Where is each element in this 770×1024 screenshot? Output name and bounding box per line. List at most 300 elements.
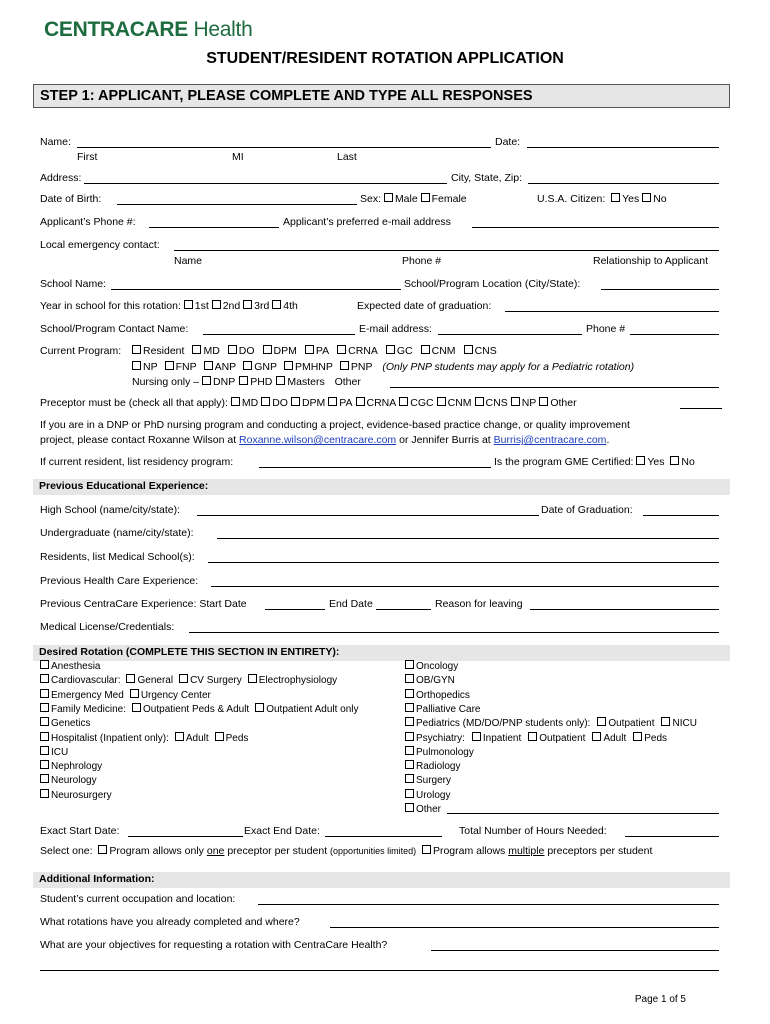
end-date-label: Exact End Date: bbox=[244, 825, 320, 837]
contact-phone-field[interactable] bbox=[630, 323, 719, 335]
current-program-label: Current Program: bbox=[40, 345, 122, 357]
psychiatry-checkbox[interactable] bbox=[592, 732, 601, 741]
preceptor-checkbox[interactable] bbox=[231, 397, 240, 406]
rotation-label: Emergency Med bbox=[51, 689, 124, 701]
year3-checkbox[interactable] bbox=[243, 300, 252, 309]
program-checkbox[interactable] bbox=[263, 345, 272, 354]
program-label: FNP bbox=[175, 361, 197, 373]
dob-label: Date of Birth: bbox=[40, 193, 102, 205]
one-preceptor-checkbox[interactable] bbox=[98, 845, 107, 854]
program-option[interactable] bbox=[284, 361, 333, 373]
centracare-logo bbox=[44, 18, 252, 42]
preceptor-label: CNS bbox=[485, 397, 508, 409]
program-checkbox[interactable] bbox=[228, 345, 237, 354]
year4-label: 4th bbox=[283, 300, 298, 312]
contact-field[interactable] bbox=[203, 323, 355, 335]
hospitalist-checkbox[interactable] bbox=[215, 732, 224, 741]
preceptor-label: Preceptor must be (check all that apply): bbox=[40, 397, 228, 409]
program-label: NP bbox=[143, 361, 158, 373]
school-name-field[interactable] bbox=[111, 278, 401, 290]
em-name-label: Name bbox=[174, 255, 203, 267]
preceptor-checkbox[interactable] bbox=[437, 397, 446, 406]
program-option[interactable] bbox=[386, 345, 413, 357]
high-school-field[interactable] bbox=[197, 504, 539, 516]
pediatrics-checkbox[interactable] bbox=[597, 717, 606, 726]
cardio-option bbox=[248, 675, 337, 686]
preceptor-checkbox[interactable] bbox=[291, 397, 300, 406]
rotation-checkbox[interactable] bbox=[405, 660, 414, 669]
program-option[interactable] bbox=[243, 361, 277, 373]
rotation-label: Nephrology bbox=[51, 761, 103, 773]
preceptor-checkbox[interactable] bbox=[511, 397, 520, 406]
rotation-checkbox[interactable] bbox=[40, 746, 49, 755]
pnp-note: (Only PNP students may apply for a Pediatric rotation) bbox=[382, 361, 635, 373]
program-row1 bbox=[132, 345, 505, 357]
rotation-checkbox[interactable] bbox=[405, 803, 414, 812]
phone-label: Applicant’s Phone #: bbox=[40, 216, 136, 228]
rotation-label: Hospitalist (Inpatient only): bbox=[51, 732, 169, 744]
pediatrics-checkbox[interactable] bbox=[661, 717, 670, 726]
em-rel-label: Relationship to Applicant bbox=[593, 255, 708, 267]
rotation-item-right bbox=[405, 660, 458, 672]
preceptor-label: PA bbox=[339, 397, 353, 409]
program-option[interactable] bbox=[192, 345, 219, 357]
program-label: PA bbox=[315, 345, 330, 357]
rotation-item-left bbox=[40, 689, 211, 701]
contact-email-field[interactable] bbox=[438, 323, 582, 335]
nursing-program-checkbox[interactable] bbox=[239, 376, 248, 385]
residency-label: If current resident, list residency program: bbox=[40, 456, 234, 468]
rotation-label: Anesthesia bbox=[51, 661, 101, 672]
preceptor-checkbox[interactable] bbox=[475, 397, 484, 406]
year2-checkbox[interactable] bbox=[212, 300, 221, 309]
nursing-program-option[interactable] bbox=[239, 376, 272, 388]
rotation-item-left bbox=[40, 789, 112, 801]
rotation-header: Desired Rotation (COMPLETE THIS SECTION IN ENTIRETY): bbox=[33, 645, 730, 661]
cc-end-field[interactable] bbox=[376, 598, 431, 610]
male-checkbox[interactable] bbox=[384, 193, 393, 202]
sex-label bbox=[360, 193, 467, 205]
rotation-label: Pulmonology bbox=[416, 746, 474, 758]
year-group bbox=[40, 300, 298, 312]
psychiatry-label: Outpatient bbox=[539, 732, 586, 744]
rotation-item-left bbox=[40, 774, 97, 786]
program-option[interactable] bbox=[340, 361, 373, 373]
contact-email-label: E-mail address: bbox=[359, 323, 432, 335]
gme-label: Is the program GME Certified: bbox=[494, 456, 634, 468]
year1-checkbox[interactable] bbox=[184, 300, 193, 309]
nursing-program-label: PHD bbox=[250, 376, 273, 388]
rotation-item-left bbox=[40, 746, 68, 758]
program-option[interactable] bbox=[263, 345, 297, 357]
gme-no-label: No bbox=[681, 456, 695, 468]
emergency-field[interactable] bbox=[174, 239, 719, 251]
preceptor-row bbox=[40, 397, 580, 409]
residency-field[interactable] bbox=[259, 456, 491, 468]
psychiatry-checkbox[interactable] bbox=[472, 732, 481, 741]
rotation-item-left bbox=[40, 660, 100, 672]
completed-field[interactable] bbox=[330, 916, 719, 928]
psychiatry-option bbox=[633, 733, 667, 744]
objectives-label: What are your objectives for requesting a rotation with CentraCare Health? bbox=[40, 939, 388, 951]
phone-field[interactable] bbox=[149, 216, 279, 228]
hospitalist-label: Adult bbox=[185, 732, 209, 744]
rotation-label: Other bbox=[416, 804, 442, 815]
health-exp-field[interactable] bbox=[211, 575, 719, 587]
rotation-label: Radiology bbox=[416, 761, 461, 773]
cc-start-field[interactable] bbox=[265, 598, 325, 610]
program-checkbox[interactable] bbox=[337, 345, 346, 354]
date-label: Date: bbox=[495, 136, 521, 148]
rotation-checkbox[interactable] bbox=[405, 732, 414, 741]
health-exp-label: Previous Health Care Experience: bbox=[40, 575, 199, 587]
dnp-text2a: project, please contact Roxanne Wilson at bbox=[40, 434, 237, 446]
program-option[interactable] bbox=[228, 345, 255, 357]
rotation-label: Neurology bbox=[51, 775, 97, 787]
citizen-yes-checkbox[interactable] bbox=[611, 193, 620, 202]
rotation-checkbox[interactable] bbox=[405, 689, 414, 698]
program-row3 bbox=[132, 376, 361, 388]
rotation-checkbox[interactable] bbox=[40, 732, 49, 741]
psychiatry-label: Peds bbox=[644, 732, 668, 744]
grad-date-label: Date of Graduation: bbox=[541, 504, 633, 516]
program-row2 bbox=[132, 361, 634, 373]
preceptor-checkbox[interactable] bbox=[356, 397, 365, 406]
preceptor-option[interactable] bbox=[356, 397, 397, 409]
program-checkbox[interactable] bbox=[165, 361, 174, 370]
step1-header: STEP 1: APPLICANT, PLEASE COMPLETE AND TYPE ALL RESPONSES bbox=[33, 84, 730, 108]
preceptor-label: MD bbox=[241, 397, 259, 409]
program-label: GC bbox=[396, 345, 413, 357]
med-school-field[interactable] bbox=[208, 551, 719, 563]
preceptor-label: NP bbox=[521, 397, 537, 409]
program-label: GNP bbox=[254, 361, 277, 373]
program-option[interactable] bbox=[204, 361, 237, 373]
rotation-checkbox[interactable] bbox=[405, 703, 414, 712]
preceptor-option[interactable] bbox=[291, 397, 325, 409]
select-one-label: Select one: bbox=[40, 845, 93, 857]
rotation-checkbox[interactable] bbox=[405, 674, 414, 683]
page-title: STUDENT/RESIDENT ROTATION APPLICATION bbox=[206, 50, 564, 67]
rotation-item-right bbox=[405, 789, 450, 801]
city-state-zip-label: City, State, Zip: bbox=[451, 172, 522, 184]
rotation-item-right bbox=[405, 746, 474, 758]
grad-date-field[interactable] bbox=[643, 504, 719, 516]
preceptor-option[interactable] bbox=[231, 397, 258, 409]
rotation-label: Cardiovascular: bbox=[51, 675, 121, 687]
program-option[interactable] bbox=[337, 345, 378, 357]
occupation-label: Student’s current occupation and location: bbox=[40, 893, 236, 905]
dnp-text2b: or Jennifer Burris at bbox=[399, 434, 491, 446]
emergency-label: Local emergency contact: bbox=[40, 239, 160, 251]
objectives-field[interactable] bbox=[431, 939, 719, 951]
preceptor-checkbox[interactable] bbox=[261, 397, 270, 406]
program-label: CNM bbox=[431, 345, 456, 357]
contact-phone-label: Phone # bbox=[586, 323, 626, 335]
year1-label: 1st bbox=[194, 300, 209, 312]
rotation-checkbox[interactable] bbox=[40, 717, 49, 726]
one-a: Program allows only bbox=[109, 845, 204, 857]
female-label: Female bbox=[431, 193, 467, 205]
preceptor-option[interactable] bbox=[539, 397, 576, 409]
license-field[interactable] bbox=[189, 621, 719, 633]
med-school-label: Residents, list Medical School(s): bbox=[40, 551, 195, 563]
rotation-checkbox[interactable] bbox=[40, 760, 49, 769]
first-label: First bbox=[77, 151, 98, 163]
rotation-label: ICU bbox=[51, 746, 69, 758]
year-label: Year in school for this rotation: bbox=[40, 300, 181, 312]
rotation-item-left bbox=[40, 717, 90, 729]
program-checkbox[interactable] bbox=[421, 345, 430, 354]
cardio-checkbox[interactable] bbox=[126, 674, 135, 683]
rotation-checkbox[interactable] bbox=[40, 703, 49, 712]
rotation-checkbox[interactable] bbox=[405, 746, 414, 755]
email-field[interactable] bbox=[472, 216, 719, 228]
pediatrics-option bbox=[597, 718, 654, 729]
rotation-checkbox[interactable] bbox=[405, 774, 414, 783]
rotation-item-right bbox=[405, 803, 441, 815]
email-label: Applicant’s preferred e-mail address bbox=[283, 216, 451, 228]
psychiatry-label: Inpatient bbox=[482, 732, 522, 744]
male-label: Male bbox=[394, 193, 418, 205]
one-b: preceptor per student bbox=[227, 845, 328, 857]
preceptor-label: DPM bbox=[301, 397, 326, 409]
family-checkbox[interactable] bbox=[132, 703, 141, 712]
dnp-text-line2: project, please contact Roxanne Wilson at Roxanne.wilson@centracare.com or Jennifer Burris at Burrisj@centracare.com. bbox=[40, 434, 610, 446]
program-option[interactable] bbox=[464, 345, 497, 357]
logo-text-brand: CENTRACARE bbox=[44, 18, 189, 41]
cardio-label: CV Surgery bbox=[190, 675, 242, 687]
multi-preceptor-checkbox[interactable] bbox=[422, 845, 431, 854]
program-option[interactable] bbox=[421, 345, 456, 357]
dnp-text-line1: If you are in a DNP or PhD nursing program and conducting a project, evidence-based practice change, or quality improvement bbox=[40, 419, 630, 431]
preceptor-option[interactable] bbox=[475, 397, 508, 409]
rotation-item-left bbox=[40, 732, 248, 744]
logo-text-health: Health bbox=[188, 18, 253, 41]
program-label: PNP bbox=[350, 361, 373, 373]
high-school-label: High School (name/city/state): bbox=[40, 504, 181, 516]
cardio-option bbox=[179, 675, 242, 686]
license-label: Medical License/Credentials: bbox=[40, 621, 175, 633]
program-label: ANP bbox=[214, 361, 237, 373]
program-checkbox[interactable] bbox=[192, 345, 201, 354]
rotation-other-field[interactable] bbox=[447, 802, 719, 814]
rotation-checkbox[interactable] bbox=[405, 717, 414, 726]
rotation-checkbox[interactable] bbox=[40, 674, 49, 683]
one-u: one bbox=[206, 845, 225, 857]
reason-field[interactable] bbox=[530, 598, 719, 610]
rotation-label: Neurosurgery bbox=[51, 789, 112, 801]
cc-end-label: End Date bbox=[329, 598, 373, 610]
nursing-program-option[interactable] bbox=[202, 376, 235, 388]
citizen-no-checkbox[interactable] bbox=[642, 193, 651, 202]
psychiatry-checkbox[interactable] bbox=[633, 732, 642, 741]
rotation-label: Palliative Care bbox=[416, 703, 481, 715]
family-label: Outpatient Peds & Adult bbox=[143, 703, 250, 715]
rotation-item-right bbox=[405, 760, 460, 772]
rotation-label: Oncology bbox=[416, 661, 459, 672]
cardio-label: Electrophysiology bbox=[258, 675, 338, 687]
undergrad-label: Undergraduate (name/city/state): bbox=[40, 527, 194, 539]
psychiatry-option bbox=[472, 733, 521, 744]
cardio-label: General bbox=[137, 675, 174, 687]
nursing-program-checkbox[interactable] bbox=[276, 376, 285, 385]
reason-label: Reason for leaving bbox=[435, 598, 523, 610]
program-checkbox[interactable] bbox=[340, 361, 349, 370]
preceptor-label: CRNA bbox=[366, 397, 397, 409]
program-checkbox[interactable] bbox=[464, 345, 473, 354]
program-checkbox[interactable] bbox=[132, 345, 141, 354]
psychiatry-checkbox[interactable] bbox=[528, 732, 537, 741]
em-phone-label: Phone # bbox=[402, 255, 442, 267]
program-label: CRNA bbox=[348, 345, 378, 357]
contact-label: School/Program Contact Name: bbox=[40, 323, 189, 335]
end-date-field[interactable] bbox=[325, 825, 442, 837]
additional-header: Additional Information: bbox=[33, 872, 730, 888]
address-field[interactable] bbox=[84, 172, 447, 184]
program-option[interactable] bbox=[132, 361, 158, 373]
grad-field[interactable] bbox=[505, 300, 719, 312]
start-date-label: Exact Start Date: bbox=[40, 825, 120, 837]
urgency-option bbox=[130, 690, 211, 701]
hospitalist-option bbox=[175, 733, 209, 744]
program-checkbox[interactable] bbox=[132, 361, 141, 370]
gme-group bbox=[494, 456, 695, 468]
school-name-label: School Name: bbox=[40, 278, 106, 290]
school-loc-field[interactable] bbox=[601, 278, 719, 290]
rotation-label: Surgery bbox=[416, 775, 452, 787]
program-option[interactable] bbox=[165, 361, 197, 373]
family-label: Outpatient Adult only bbox=[266, 703, 359, 715]
preceptor-label: DO bbox=[272, 397, 288, 409]
program-checkbox[interactable] bbox=[204, 361, 213, 370]
psychiatry-option bbox=[592, 733, 626, 744]
cardio-checkbox[interactable] bbox=[248, 674, 257, 683]
last-label: Last bbox=[337, 151, 357, 163]
multi-u: multiple bbox=[508, 845, 545, 857]
hospitalist-option bbox=[215, 733, 249, 744]
start-date-field[interactable] bbox=[128, 825, 243, 837]
rotation-item-right bbox=[405, 732, 667, 744]
rotation-checkbox[interactable] bbox=[405, 760, 414, 769]
preceptor-option[interactable] bbox=[328, 397, 352, 409]
urgency-label: Urgency Center bbox=[140, 689, 211, 701]
gme-yes-label: Yes bbox=[647, 456, 665, 468]
preceptor-checkbox[interactable] bbox=[539, 397, 548, 406]
one-note: (opportunities limited) bbox=[330, 846, 417, 856]
rotation-item-right bbox=[405, 717, 697, 729]
rotation-checkbox[interactable] bbox=[40, 789, 49, 798]
dob-field[interactable] bbox=[117, 193, 357, 205]
program-checkbox[interactable] bbox=[305, 345, 314, 354]
nursing-program-option[interactable] bbox=[276, 376, 324, 388]
hospitalist-checkbox[interactable] bbox=[175, 732, 184, 741]
rotation-checkbox[interactable] bbox=[405, 789, 414, 798]
mi-label: MI bbox=[232, 151, 244, 163]
hospitalist-label: Peds bbox=[225, 732, 249, 744]
gme-yes-checkbox[interactable] bbox=[636, 456, 645, 465]
hours-field[interactable] bbox=[625, 825, 719, 837]
preceptor-option[interactable] bbox=[399, 397, 433, 409]
female-checkbox[interactable] bbox=[421, 193, 430, 202]
objectives-field-line2[interactable] bbox=[40, 959, 719, 971]
program-label: CNS bbox=[474, 345, 497, 357]
program-checkbox[interactable] bbox=[284, 361, 293, 370]
preceptor-option[interactable] bbox=[261, 397, 288, 409]
rotation-checkbox[interactable] bbox=[40, 689, 49, 698]
preceptor-other-field[interactable] bbox=[680, 397, 722, 409]
rotation-label: Family Medicine: bbox=[51, 703, 127, 715]
nursing-program-checkbox[interactable] bbox=[202, 376, 211, 385]
family-option bbox=[255, 704, 358, 715]
grad-label: Expected date of graduation: bbox=[357, 300, 492, 312]
preceptor-label: Other bbox=[550, 397, 577, 409]
citizen-label: U.S.A. Citizen: bbox=[537, 193, 606, 205]
cardio-checkbox[interactable] bbox=[179, 674, 188, 683]
citizen-group bbox=[537, 193, 667, 205]
rotation-checkbox[interactable] bbox=[40, 660, 49, 669]
year4-checkbox[interactable] bbox=[272, 300, 281, 309]
year2-label: 2nd bbox=[222, 300, 241, 312]
program-label: DO bbox=[238, 345, 255, 357]
nursing-program-label: Masters bbox=[287, 376, 325, 388]
year3-label: 3rd bbox=[254, 300, 270, 312]
hours-label: Total Number of Hours Needed: bbox=[459, 825, 607, 837]
urgency-checkbox[interactable] bbox=[130, 689, 139, 698]
psychiatry-label: Adult bbox=[603, 732, 627, 744]
rotation-checkbox[interactable] bbox=[40, 774, 49, 783]
preceptor-checkbox[interactable] bbox=[328, 397, 337, 406]
rotation-item-right bbox=[405, 774, 451, 786]
school-loc-label: School/Program Location (City/State): bbox=[404, 278, 581, 290]
multi-b: preceptors per student bbox=[547, 845, 653, 857]
preceptor-option[interactable] bbox=[511, 397, 537, 409]
page-number: Page 1 of 5 bbox=[634, 994, 686, 1005]
program-option[interactable] bbox=[305, 345, 329, 357]
program-checkbox[interactable] bbox=[243, 361, 252, 370]
preceptor-label: CGC bbox=[410, 397, 434, 409]
preceptor-option[interactable] bbox=[437, 397, 472, 409]
rotation-item-right bbox=[405, 689, 470, 701]
family-option bbox=[132, 704, 249, 715]
cc-exp-label: Previous CentraCare Experience: Start Date bbox=[40, 598, 247, 610]
name-field[interactable] bbox=[77, 136, 491, 148]
cardio-option bbox=[126, 675, 173, 686]
gme-no-checkbox[interactable] bbox=[670, 456, 679, 465]
occupation-field[interactable] bbox=[258, 893, 719, 905]
preceptor-checkbox[interactable] bbox=[399, 397, 408, 406]
program-checkbox[interactable] bbox=[386, 345, 395, 354]
psychiatry-option bbox=[528, 733, 585, 744]
city-state-zip-field[interactable] bbox=[528, 172, 719, 184]
date-field[interactable] bbox=[527, 136, 719, 148]
rotation-item-right bbox=[405, 674, 455, 686]
sex-text: Sex: bbox=[360, 193, 382, 205]
pediatrics-option bbox=[661, 718, 696, 729]
program-other-label: Other bbox=[334, 376, 361, 388]
rotation-label: Orthopedics bbox=[416, 689, 470, 701]
citizen-no-label: No bbox=[653, 193, 667, 205]
rotation-item-left bbox=[40, 703, 359, 715]
undergrad-field[interactable] bbox=[217, 527, 719, 539]
program-other-field[interactable] bbox=[390, 376, 719, 388]
program-option[interactable] bbox=[132, 345, 184, 357]
roxanne-email-link[interactable]: Roxanne.wilson@centracare.com bbox=[239, 434, 397, 446]
program-label: DPM bbox=[273, 345, 297, 357]
family-checkbox[interactable] bbox=[255, 703, 264, 712]
rotation-label: Psychiatry: bbox=[416, 732, 465, 744]
burris-email-link[interactable]: Burrisj@centracare.com bbox=[493, 434, 607, 446]
